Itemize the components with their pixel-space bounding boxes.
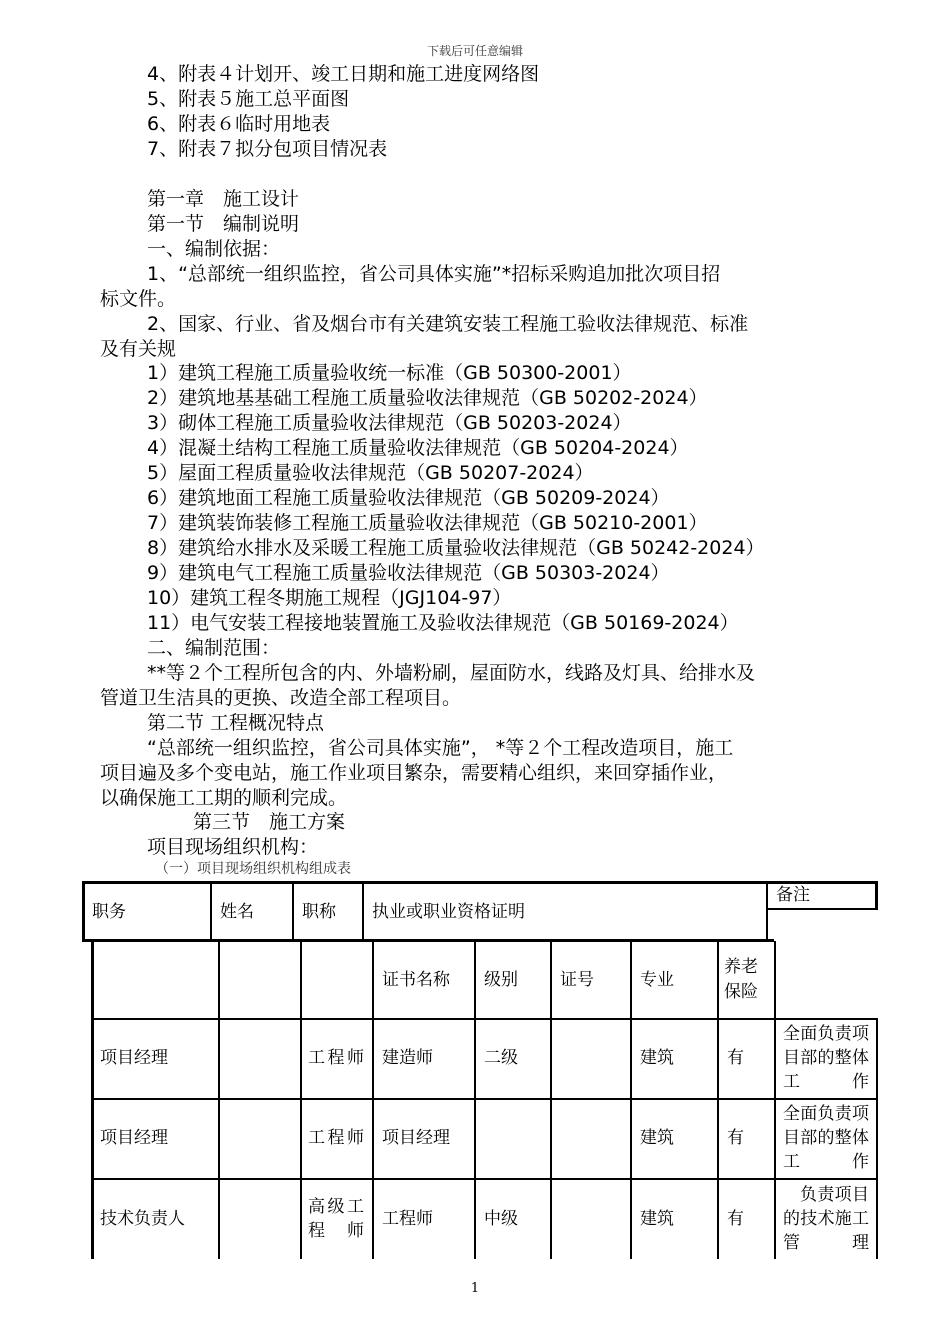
standard-4: 4）混凝土结构工程施工质量验收法律规范（GB 50204-2024） [147,437,689,459]
cell-position: 项目经理 [100,1128,168,1148]
standard-1: 1）建筑工程施工质量验收统一标准（GB 50300-2001） [147,362,632,384]
section-1-title: 第一节 编制说明 [147,213,300,235]
standard-5: 5）屋面工程质量验收法律规范（GB 50207-2024） [147,462,594,484]
standard-11: 11）电气安装工程接地装置施工及验收法律规范（GB 50169-2024） [147,612,739,634]
col-major-header: 专业 [640,970,674,990]
col-pension-text: 养老保险 [724,957,758,1002]
appendix-7: 7、附表７拟分包项目情况表 [147,138,388,160]
cell-major: 建筑 [640,1209,674,1229]
col-cert-header: 证书名称 [382,970,450,990]
cell-remark-text: 负责项目的技术施工管理 [783,1185,869,1253]
org-heading: 项目现场组织机构： [147,836,319,858]
col-remark-header: 备注 [776,885,810,905]
cell-title-text: 工程师 [308,1128,364,1148]
cell-position: 项目经理 [100,1048,168,1068]
cell-title-text: 高级工程师 [308,1197,364,1241]
basis-item-1: 1、“总部统一组织监控，省公司具体实施”*招标采购追加批次项目招 [147,263,721,285]
cell-remark-text: 全面负责项目部的整体工作 [783,1104,869,1172]
standard-8: 8）建筑给水排水及采暖工程施工质量验收法律规范（GB 50242-2024） [147,537,765,559]
section-2-title: 第二节 工程概况特点 [147,712,325,734]
cell-major: 建筑 [640,1048,674,1068]
page-number: 1 [470,1281,480,1296]
standard-6: 6）建筑地面工程施工质量验收法律规范（GB 50209-2024） [147,487,670,509]
scope-text: **等２个工程所包含的内、外墙粉刷，屋面防水，线路及灯具、给排水及 [147,662,756,684]
cell-pension: 有 [727,1209,744,1229]
cell-remark [783,1180,871,1258]
cell-remark [783,1020,871,1096]
col-pension-header [724,942,770,1018]
appendix-4: 4、附表４计划开、竣工日期和施工进度网络图 [147,63,540,85]
standard-2: 2）建筑地基基础工程施工质量验收法律规范（GB 50202-2024） [147,387,708,409]
overview-text-cont-2: 以确保施工工期的顺利完成。 [100,787,348,809]
standard-10: 10）建筑工程冬期施工规程（JGJ104-97） [147,587,512,609]
cell-position: 技术负责人 [100,1209,185,1229]
scope-text-cont: 管道卫生洁具的更换、改造全部工程项目。 [100,687,462,709]
cell-level: 二级 [484,1048,518,1068]
cell-title-text: 工程师 [308,1048,364,1068]
standard-9: 9）建筑电气工程施工质量验收法律规范（GB 50303-2024） [147,562,670,584]
cell-remark [783,1100,871,1176]
cell-cert: 项目经理 [382,1128,450,1148]
appendix-5: 5、附表５施工总平面图 [147,88,350,110]
standard-3: 3）砌体工程施工质量验收法律规范（GB 50203-2024） [147,412,632,434]
cell-pension: 有 [727,1128,744,1148]
chapter-title: 第一章 施工设计 [147,188,300,210]
cell-pension: 有 [727,1048,744,1068]
col-level-header: 级别 [484,970,518,990]
overview-text-cont-1: 项目遍及多个变电站，施工作业项目繁杂，需要精心组织，来回穿插作业， [100,762,728,784]
col-name-header: 姓名 [220,902,254,922]
table-caption: （一）项目现场组织机构组成表 [155,861,351,877]
cell-cert: 工程师 [382,1209,433,1229]
overview-text: “总部统一组织监控，省公司具体实施”， *等２个工程改造项目，施工 [147,737,734,759]
scope-heading: 二、编制范围： [147,637,281,659]
col-qualification-header: 执业或职业资格证明 [372,902,525,922]
cell-level: 中级 [484,1209,518,1229]
basis-heading: 一、编制依据： [147,238,281,260]
basis-item-1-cont: 标文件。 [100,288,177,310]
col-cert-no-header: 证号 [560,970,594,990]
cell-cert: 建造师 [382,1048,433,1068]
basis-item-2: 2、国家、行业、省及烟台市有关建筑安装工程施工验收法律规范、标准 [147,313,749,335]
basis-item-2-cont: 及有关规 [100,338,177,360]
col-title-header: 职称 [302,902,336,922]
cell-title [308,1020,366,1096]
standard-7: 7）建筑装饰装修工程施工质量验收法律规范（GB 50210-2001） [147,512,708,534]
section-3-title: 第三节 施工方案 [193,811,346,833]
col-position-header: 职务 [92,902,126,922]
appendix-6: 6、附表６临时用地表 [147,113,331,135]
header-note: 下载后可任意编辑 [426,44,523,58]
cell-remark-text: 全面负责项目部的整体工作 [783,1024,869,1092]
cell-title [308,1100,366,1176]
cell-major: 建筑 [640,1128,674,1148]
cell-title [308,1180,366,1258]
